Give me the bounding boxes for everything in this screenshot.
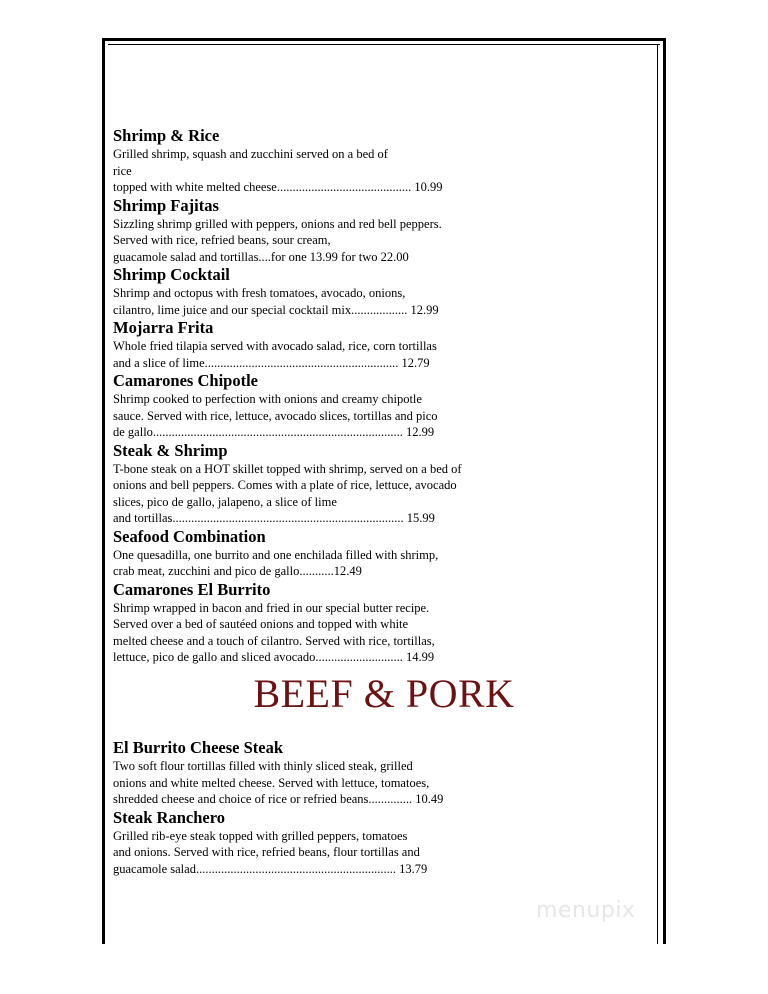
menu-item — [113, 808, 653, 878]
seafood-menu-list — [113, 126, 653, 666]
menu-item-name: Shrimp Cocktail — [113, 265, 230, 284]
menu-item-description: and a slice of lime.............................................................. 12.79 — [113, 355, 430, 370]
menu-item-name: Shrimp & Rice — [113, 126, 220, 145]
menu-item-description: Shrimp cooked to perfection with onions and creamy chipotle — [113, 392, 422, 406]
menu-item-description: cilantro, lime juice and our special cocktail mix.................. 12.99 — [113, 302, 439, 317]
menu-item — [113, 527, 653, 580]
menu-item-description: onions and white melted cheese. Served with lettuce, tomatoes, — [113, 775, 430, 790]
menu-item-name: Camarones El Burrito — [113, 579, 271, 599]
menu-item-description: Served over a bed of sautéed onions and topped with white — [113, 617, 409, 631]
menu-item-description: T-bone steak on a HOT skillet topped with shrimp, served on a bed of — [113, 461, 462, 476]
menu-item — [113, 318, 653, 371]
menu-item-description: topped with white melted cheese........................................... 10.99 — [113, 180, 443, 194]
menu-item-description: lettuce, pico de gallo and sliced avocado............................ 14.99 — [113, 650, 435, 664]
menu-item-name: Mojarra Frita — [113, 318, 214, 337]
frame-border-top-inner — [108, 44, 660, 45]
menu-item-description: and onions. Served with rice, refried beans, flour tortillas and — [113, 845, 420, 859]
menu-item-name: Steak Ranchero — [113, 807, 225, 827]
menupix-watermark: menupix — [536, 898, 636, 923]
menu-item-description: rice — [113, 163, 132, 178]
menu-item — [113, 441, 653, 527]
frame-border-top — [102, 38, 666, 41]
menu-item — [113, 371, 653, 441]
frame-border-right — [663, 38, 666, 944]
menu-item-description: One quesadilla, one burrito and one enchilada filled with shrimp, — [113, 547, 439, 562]
menu-item-description: and tortillas.......................................................................... 15.99 — [113, 511, 435, 525]
menu-item-description: guacamole salad and tortillas....for one 13.99 for two 22.00 — [113, 249, 409, 264]
menu-item-name: Seafood Combination — [113, 526, 266, 546]
menu-item — [113, 126, 653, 196]
menu-item-description: Grilled shrimp, squash and zucchini served on a bed of — [113, 147, 388, 161]
menu-item — [113, 265, 653, 318]
frame-border-left — [102, 38, 105, 944]
menu-item-description: Served with rice, refried beans, sour cream, — [113, 233, 331, 247]
menu-item-description: crab meat, zucchini and pico de gallo...........12.49 — [113, 564, 362, 578]
menu-item — [113, 580, 653, 666]
frame-border-right-inner — [657, 44, 658, 944]
menu-item-description: Two soft flour tortillas filled with thinly sliced steak, grilled — [113, 759, 413, 773]
menu-item-description: onions and bell peppers. Comes with a plate of rice, lettuce, avocado — [113, 478, 457, 492]
menu-item-name: Camarones Chipotle — [113, 371, 258, 390]
menu-item — [113, 196, 653, 266]
beef-pork-menu-list — [113, 738, 653, 877]
menu-item-name: El Burrito Cheese Steak — [113, 738, 284, 757]
menu-item-description: melted cheese and a touch of cilantro. Served with rice, tortillas, — [113, 633, 435, 648]
menu-item-name: Steak & Shrimp — [113, 440, 228, 460]
menu-item-description: Shrimp wrapped in bacon and fried in our special butter recipe. — [113, 600, 430, 615]
section-heading-beef-pork: BEEF & PORK — [253, 671, 515, 716]
menu-item-description: Whole fried tilapia served with avocado salad, rice, corn tortillas — [113, 339, 437, 353]
menu-item-description: Sizzling shrimp grilled with peppers, onions and red bell peppers. — [113, 216, 442, 231]
menu-item-description: slices, pico de gallo, jalapeno, a slice of lime — [113, 494, 337, 509]
menu-item-description: sauce. Served with rice, lettuce, avocado slices, tortillas and pico — [113, 408, 438, 423]
menu-item-description: guacamole salad................................................................ 13.79 — [113, 861, 428, 876]
menu-item-description: Grilled rib-eye steak topped with grilled peppers, tomatoes — [113, 828, 408, 843]
menu-item-description: shredded cheese and choice of rice or refried beans.............. 10.49 — [113, 792, 444, 806]
menu-item-description: de gallo................................................................................ 12.99 — [113, 425, 435, 439]
menu-item-name: Shrimp Fajitas — [113, 195, 219, 215]
menu-item — [113, 738, 653, 808]
menu-item-description: Shrimp and octopus with fresh tomatoes, avocado, onions, — [113, 286, 406, 300]
